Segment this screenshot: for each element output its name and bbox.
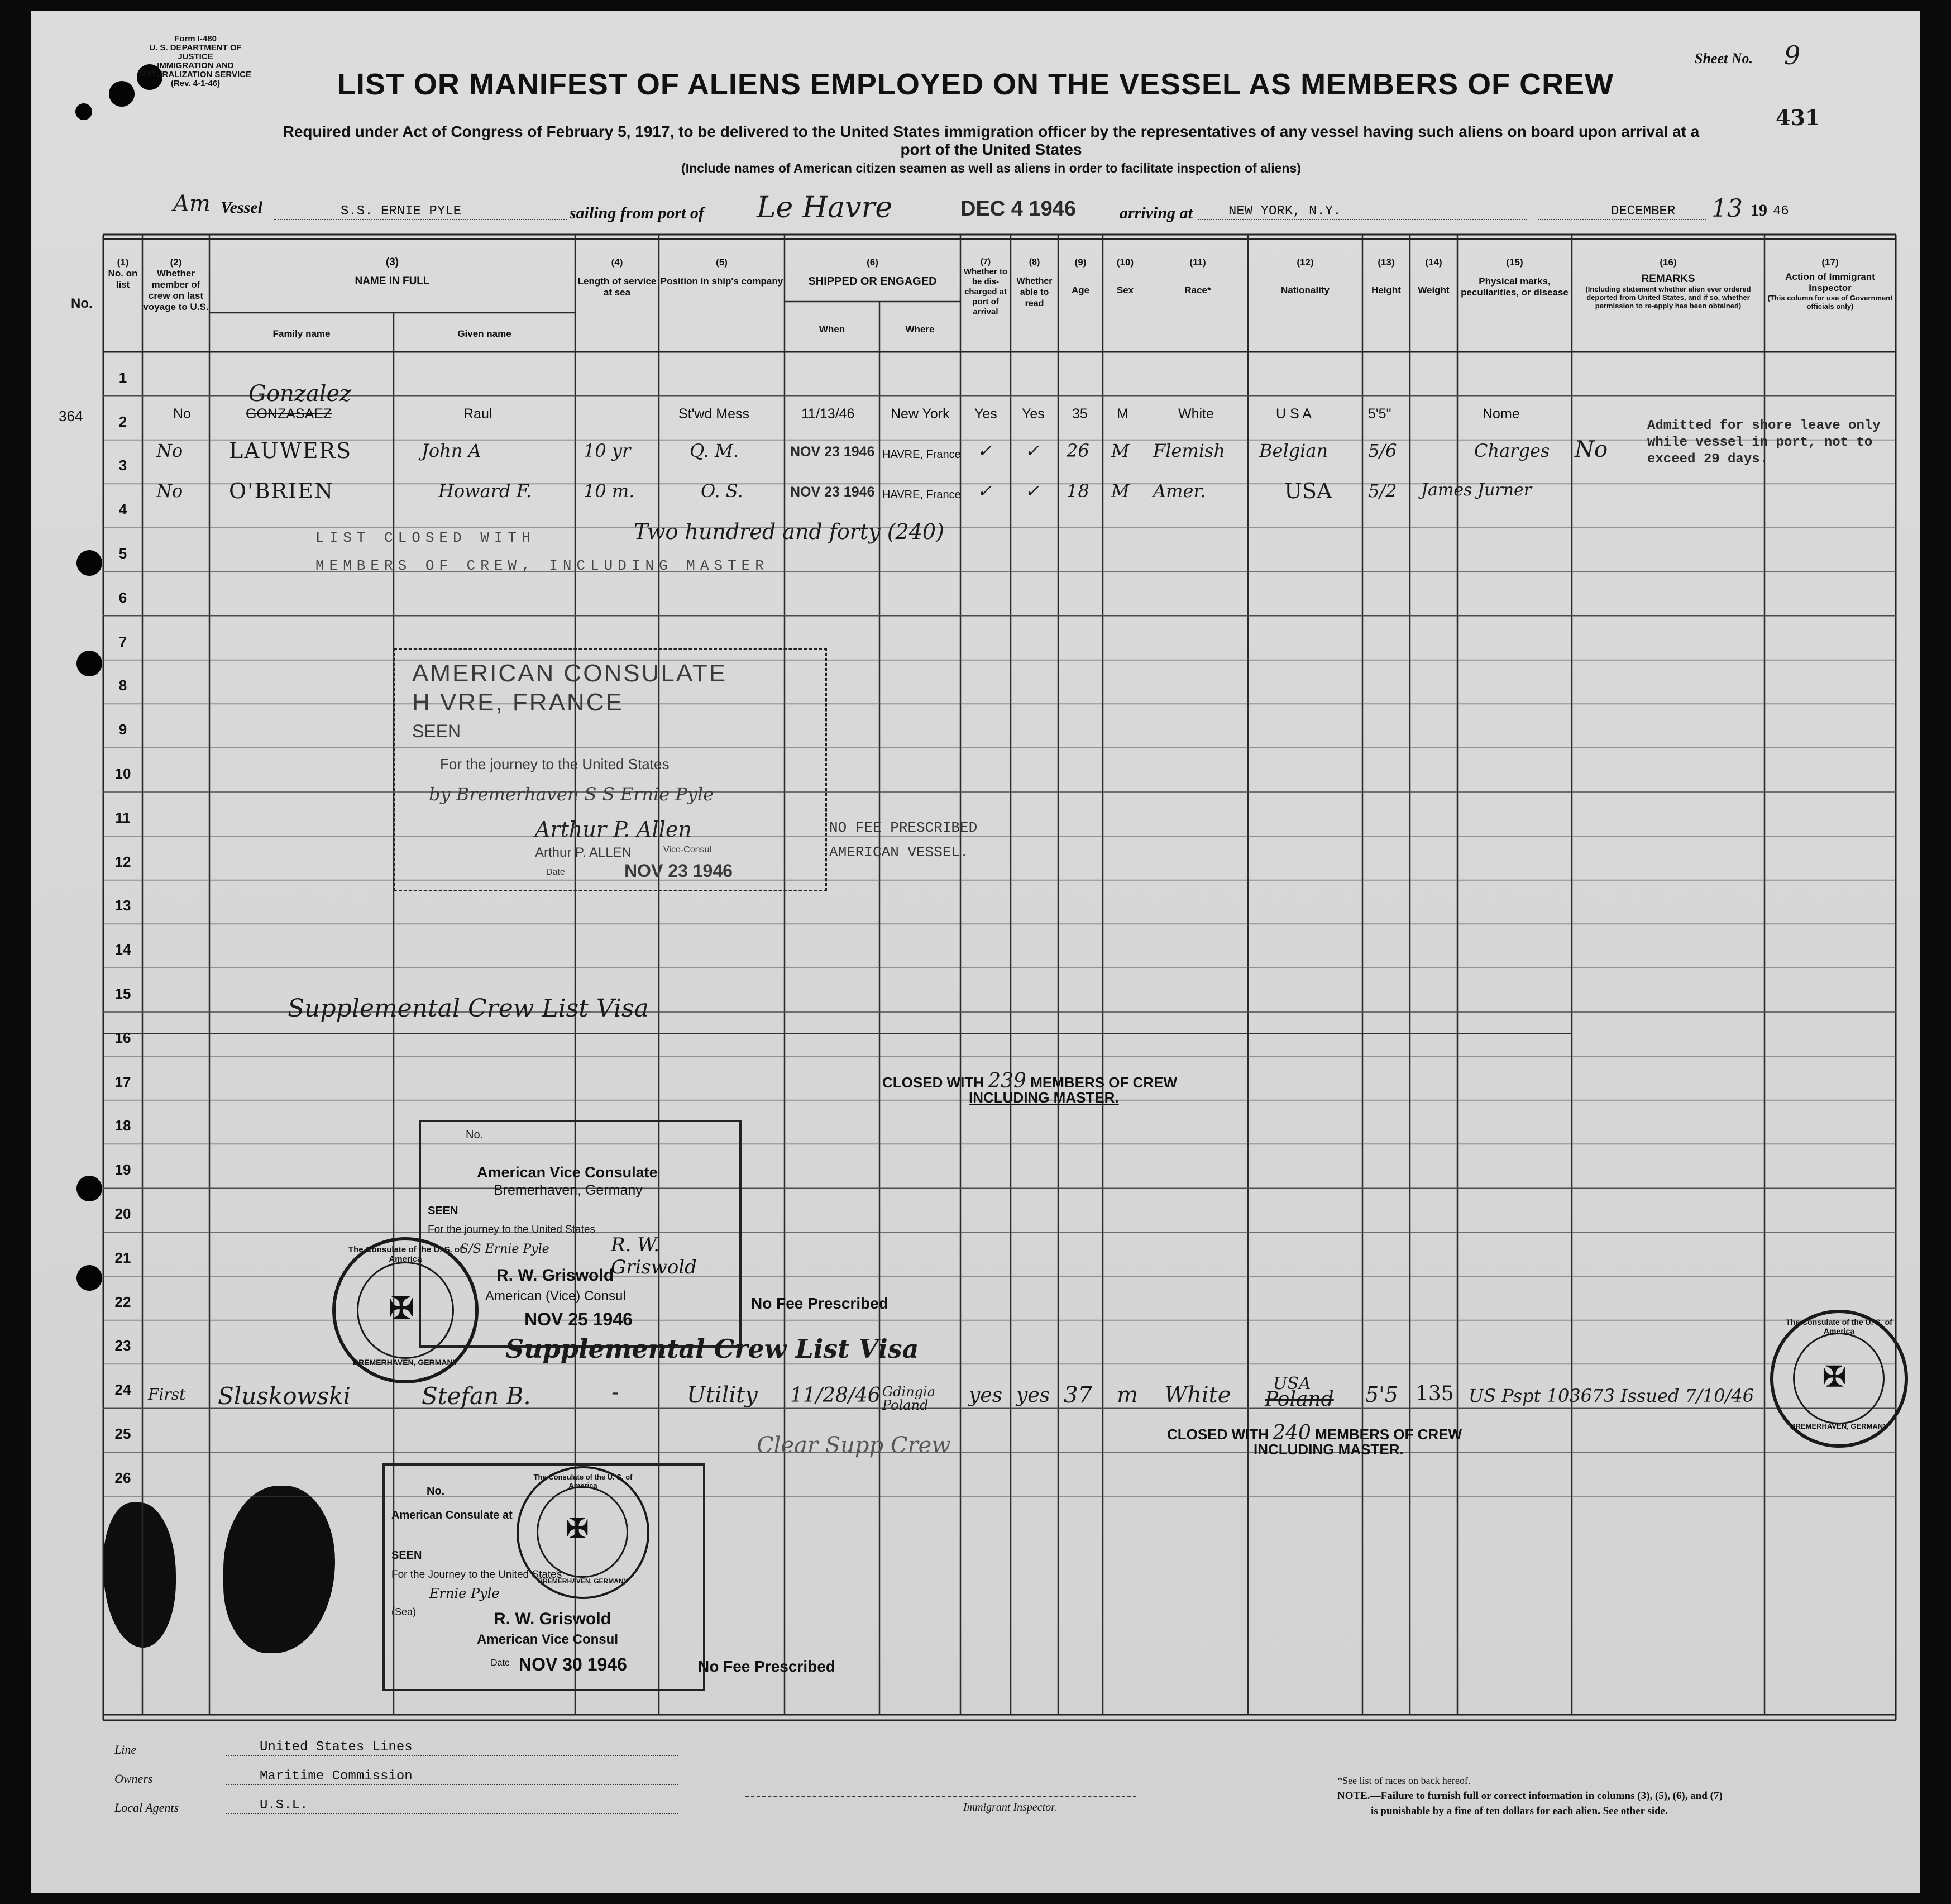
col-1-label: No. on list [108, 268, 138, 290]
col-8-number: (8) [1029, 257, 1040, 267]
eagle-icon: ✠ [1823, 1361, 1846, 1392]
page-title: LIST OR MANIFEST OF ALIENS EMPLOYED ON THE VESSEL AS MEMBERS OF CREW [337, 68, 1614, 101]
row-3-discharged: ✓ [977, 480, 992, 502]
closing-2-typed-b: MEMBERS OF CREW [1030, 1074, 1178, 1091]
row-2-last-voyage: No [156, 440, 183, 461]
arrival-year: 46 [1773, 204, 1789, 219]
brem2-journey: For the Journey to the United States [391, 1569, 562, 1581]
eagle-icon: ✠ [566, 1514, 589, 1544]
consulate-seal-3 [517, 1466, 649, 1599]
brem2-date: NOV 30 1946 [519, 1654, 627, 1674]
col-17-label: Action of Immigrant Inspector [1785, 271, 1875, 293]
closing-3-typed-c: INCLUDING MASTER. [1254, 1441, 1404, 1458]
row-24-nationality: USA [1273, 1374, 1311, 1394]
row-2-where: HAVRE, France [882, 448, 961, 461]
col-12-header [1248, 257, 1362, 296]
row-2-age: 26 [1067, 440, 1089, 461]
row-3-given-name: Howard F. [438, 480, 532, 502]
col-1-header [103, 257, 142, 290]
brem1-line-1: American Vice Consulate [477, 1164, 658, 1181]
col-4-header [575, 257, 659, 298]
havre-consulate-stamp [394, 648, 827, 891]
sailing-label: sailing from port of [570, 204, 704, 222]
footer-line-label: Line [114, 1743, 137, 1757]
footer-note-1: *See list of races on back hereof. [1337, 1775, 1471, 1786]
manifest-sheet [31, 11, 1920, 1893]
no-fee-1: No Fee Prescribed [751, 1295, 888, 1312]
row-1-discharged: Yes [974, 406, 997, 422]
row-24-weight: 135 [1416, 1382, 1454, 1405]
row-24-read: yes [1016, 1384, 1050, 1407]
brem1-consul-title: American (Vice) Consul [485, 1289, 626, 1304]
col-3-family-header: Family name [272, 328, 331, 339]
col-9-header [1058, 257, 1103, 296]
arriving-port: NEW YORK, N.Y. [1198, 204, 1527, 220]
brem1-no-label: No. [466, 1129, 484, 1141]
closing-3-typed-b: MEMBERS OF CREW [1315, 1426, 1462, 1443]
consulate-seal-2 [1770, 1310, 1908, 1448]
row-2-family-name: LAUWERS [229, 438, 352, 463]
shore-leave-line-1: Admitted for shore leave only [1647, 418, 1881, 433]
col-1-number: (1) [117, 257, 129, 268]
closing-2-typed-c: INCLUDING MASTER. [969, 1089, 1119, 1106]
row-3-race: Amer. [1153, 480, 1206, 502]
brem1-signature: R. W. Griswold [611, 1234, 697, 1278]
footer-line-value: United States Lines [226, 1740, 678, 1756]
col-2-label: Whether member of crew on last voyage to U.S. [143, 268, 209, 312]
row-2-position: Q. M. [690, 440, 739, 461]
col-12-number: (12) [1297, 257, 1314, 268]
col-14-label: Weight [1418, 285, 1450, 295]
seal-1-text: The Consulate of the U. S. of America [348, 1245, 463, 1264]
row-number: 15 [114, 985, 131, 1002]
sailing-port: Le Havre [757, 191, 893, 225]
inspector-signature-line [745, 1796, 1136, 1797]
brem2-line-1: American Consulate at [391, 1509, 513, 1521]
row-number: 11 [115, 809, 131, 826]
shore-leave-note [1647, 418, 1881, 468]
row-2-given-name: John A [422, 440, 481, 461]
brem1-seen: SEEN [428, 1205, 458, 1217]
left-margin-label: No. [71, 296, 93, 311]
row-1-family-name: GONZASAEZ [246, 406, 332, 422]
row-24-given-name: Stefan B. [422, 1382, 531, 1410]
col-4-label: Length of service at sea [577, 276, 657, 298]
brem1-vessel: S/S Ernie Pyle [460, 1242, 549, 1256]
brem2-no-label: No. [427, 1485, 445, 1497]
row-number: 20 [114, 1205, 131, 1222]
col-6-number: (6) [867, 257, 878, 268]
row-number: 4 [118, 501, 127, 518]
col-7-label: Whether to be dis-charged at port of arrival [963, 267, 1008, 317]
brem2-date-label: Date [491, 1658, 510, 1668]
arrival-month: DECEMBER [1538, 204, 1706, 220]
inspector-label: Immigrant Inspector. [963, 1801, 1057, 1814]
row-1-where: New York [891, 406, 950, 422]
consulate-seal-1 [332, 1237, 479, 1383]
row-1-nationality: U S A [1276, 406, 1312, 422]
col-9-number: (9) [1074, 257, 1087, 268]
brem1-journey: For the journey to the United States [428, 1224, 595, 1235]
form-number: Form I-480 [174, 34, 217, 44]
row-3-when-stamp: NOV 23 1946 [790, 484, 875, 500]
col-17-header [1764, 257, 1896, 311]
row-number: 23 [114, 1337, 131, 1354]
sheet-number: 9 [1784, 40, 1801, 70]
row-3-service: 10 m. [584, 480, 635, 502]
row-number: 18 [114, 1117, 131, 1134]
col-5-number: (5) [716, 257, 728, 268]
row-number: 17 [114, 1073, 131, 1090]
col-2-number: (2) [170, 257, 182, 268]
supplemental-visa-1: Supplemental Crew List Visa [288, 994, 649, 1023]
row-number: 26 [114, 1469, 131, 1486]
footer-note-3: is punishable by a fine of ten dollars for each alien. See other side. [1371, 1805, 1668, 1817]
row-2-when-stamp: NOV 23 1946 [790, 444, 875, 460]
row-1-marks: Nome [1483, 406, 1520, 422]
havre-stamp-date-label: Date [546, 867, 565, 877]
no-fee-typed-line-2: AMERICAN VESSEL. [829, 844, 969, 861]
seal-2-text: The Consulate of the U. S. of America [1786, 1318, 1892, 1335]
closing-1-typed-b: MEMBERS OF CREW, INCLUDING MASTER [315, 557, 769, 574]
col-13-label: Height [1371, 285, 1401, 295]
brem2-consul-name: R. W. Griswold [494, 1610, 611, 1628]
col-2-header [142, 257, 209, 313]
form-department: U. S. DEPARTMENT OF JUSTICE [149, 43, 242, 61]
col-6-when-header: When [819, 324, 845, 335]
closing-1-typed-a: LIST CLOSED WITH [315, 529, 535, 546]
col-13-number: (13) [1378, 257, 1395, 268]
col-3-label: NAME IN FULL [355, 275, 430, 287]
sailing-date-stamp: DEC 4 1946 [960, 197, 1077, 221]
sheet-label: Sheet No. [1695, 50, 1753, 66]
row-24-where: Gdingia Poland [882, 1384, 936, 1413]
row-2-discharged: ✓ [977, 440, 992, 461]
row-24-sex: m [1117, 1382, 1138, 1408]
seal-3-text: The Consulate of the U. S. of America [533, 1473, 633, 1490]
row-2-marks: Charges [1474, 440, 1550, 461]
col-8-label: Whether able to read [1016, 276, 1053, 308]
closing-2-typed-a: CLOSED WITH [882, 1074, 984, 1091]
row-number: 5 [118, 545, 127, 562]
col-4-number: (4) [611, 257, 623, 268]
row-24-age: 37 [1064, 1382, 1092, 1408]
row-number: 3 [118, 457, 127, 474]
row-1-when: 11/13/46 [801, 406, 855, 422]
col-6-label: SHIPPED OR ENGAGED [808, 275, 937, 288]
row-3-read: ✓ [1025, 480, 1040, 502]
row-24-discharged: yes [969, 1384, 1003, 1407]
col-14-number: (14) [1425, 257, 1442, 268]
arrival-year-prefix: 19 [1751, 201, 1767, 219]
form-revision: (Rev. 4-1-46) [170, 79, 221, 88]
footer-agents-value: U.S.L. [226, 1798, 678, 1814]
row-number: 7 [118, 633, 127, 650]
seal-1-place: BREMERHAVEN, GERMANY [353, 1358, 458, 1367]
closing-1-handwritten: Two hundred and forty (240) [634, 519, 944, 544]
row-24-when: 11/28/46 [790, 1384, 881, 1407]
col-6-where-header: Where [905, 324, 935, 335]
col-7-header [960, 257, 1011, 317]
row-2-remarks: No [1575, 437, 1608, 462]
shore-leave-line-3: exceed 29 days. [1647, 452, 1768, 467]
row-number: 12 [114, 853, 131, 870]
row-3-last-voyage: No [156, 480, 183, 502]
row-24-race: White [1164, 1382, 1231, 1408]
arrival-day: 13 [1711, 194, 1743, 223]
row-2-height: 5/6 [1368, 440, 1397, 461]
col-3-number: (3) [385, 256, 399, 268]
col-16-note: (Including statement whether alien ever ordered deported from United States, and if so, whether permission to re-apply has been obtained) [1585, 285, 1751, 310]
havre-stamp-journey: For the journey to the United States [440, 756, 670, 772]
row-24-service: - [611, 1380, 619, 1405]
col-3-given-header: Given name [457, 328, 511, 339]
row-1-position: St'wd Mess [678, 406, 750, 422]
col-13-header [1362, 257, 1410, 296]
row-1-height: 5'5" [1368, 406, 1391, 422]
row-3-position: O. S. [701, 480, 743, 502]
brem1-date: NOV 25 1946 [524, 1309, 633, 1329]
arriving-label: arriving at [1120, 204, 1193, 222]
col-15-label: Physical marks, peculiarities, or disease [1461, 276, 1569, 298]
row-number: 13 [114, 897, 131, 914]
row-24-height: 5'5 [1365, 1382, 1398, 1407]
row-number: 19 [114, 1161, 131, 1178]
row-24-marks: US Pspt 103673 Issued 7/10/46 [1469, 1385, 1754, 1406]
vessel-name: S.S. ERNIE PYLE [274, 204, 567, 220]
havre-stamp-date: NOV 23 1946 [624, 861, 733, 881]
row-1-age: 35 [1072, 406, 1088, 422]
footer-agents-label: Local Agents [114, 1801, 179, 1815]
col-15-header [1457, 257, 1572, 298]
col-17-note: (This column for use of Government officials only) [1767, 294, 1893, 311]
row-2-nationality: Belgian [1259, 440, 1328, 461]
left-margin-entry: 364 [59, 408, 83, 424]
row-1-last-voyage: No [173, 406, 191, 422]
row-1-read: Yes [1022, 406, 1045, 422]
row-1-family-correction: Gonzalez [248, 381, 352, 407]
row-number: 10 [114, 765, 131, 782]
col-9-label: Age [1071, 285, 1090, 295]
row-2-sex: M [1111, 440, 1130, 461]
col-8-header [1011, 257, 1058, 309]
col-5-header [659, 257, 785, 287]
col-11-label: Race* [1184, 285, 1211, 295]
brem2-consul-title: American Vice Consul [477, 1632, 618, 1647]
row-2-read: ✓ [1025, 440, 1040, 461]
brem2-seen: SEEN [391, 1549, 422, 1562]
col-15-number: (15) [1506, 257, 1523, 268]
closing-3-typed-a: CLOSED WITH [1167, 1426, 1269, 1443]
col-6-header [785, 257, 960, 287]
closing-3-number: 240 [1273, 1421, 1311, 1444]
havre-stamp-vessel: by Bremerhaven S S Ernie Pyle [429, 784, 714, 805]
row-3-age: 18 [1067, 480, 1089, 502]
col-16-number: (16) [1660, 257, 1677, 268]
supplemental-visa-2: Supplemental Crew List Visa [505, 1334, 919, 1364]
brem2-sea: (Sea) [391, 1606, 417, 1617]
row-number: 9 [118, 721, 127, 738]
no-fee-2: No Fee Prescribed [698, 1658, 835, 1675]
col-12-label: Nationality [1281, 285, 1330, 295]
shore-leave-line-2: while vessel in port, not to [1647, 435, 1873, 450]
footer-note-2: NOTE.—Failure to furnish full or correct information in columns (3), (5), (6), and (7) [1337, 1790, 1723, 1802]
row-number: 6 [118, 589, 127, 606]
no-fee-typed-line-1: NO FEE PRESCRIBED [829, 819, 978, 836]
row-1-given-name: Raul [463, 406, 492, 422]
col-10-label: Sex [1116, 285, 1134, 295]
col-17-number: (17) [1821, 257, 1839, 268]
row-24-family-name: Sluskowski [218, 1382, 351, 1410]
col-16-header [1572, 257, 1764, 310]
row-3-sex: M [1111, 480, 1130, 502]
footer-owners-label: Owners [114, 1772, 153, 1786]
row-number: 21 [114, 1249, 131, 1266]
havre-stamp-signature: Arthur P. Allen [535, 817, 692, 842]
row-3-marks: James Jurner [1421, 480, 1532, 500]
row-number: 14 [114, 941, 131, 958]
subtitle-3: (Include names of American citizen seamen as well as aliens in order to facilitate inspection of aliens) [681, 161, 1301, 175]
subtitle-1: Required under Act of Congress of February 5, 1917, to be delivered to the United States immigration officer by the representatives of any vessel having such aliens on board upon arrival at a [283, 123, 1700, 140]
seal-3-place: BREMERHAVEN, GERMANY [538, 1577, 628, 1585]
row-number: 1 [118, 369, 127, 386]
col-11-number: (11) [1189, 257, 1206, 268]
havre-stamp-line-2: H VRE, FRANCE [412, 689, 624, 716]
col-10-number: (10) [1116, 257, 1134, 268]
brem1-consul-name: R. W. Griswold [496, 1266, 614, 1285]
vessel-prefix: Am [173, 191, 211, 217]
row-2-race: Flemish [1153, 440, 1225, 461]
havre-stamp-seen: SEEN [412, 721, 461, 741]
row-3-family-name: O'BRIEN [229, 479, 334, 503]
vessel-label: Vessel [221, 198, 262, 217]
row-24-position: Utility [687, 1382, 758, 1408]
row-number: 2 [118, 413, 127, 430]
row-1-race: White [1178, 406, 1214, 422]
row-25-handwritten: Clear Supp Crew [757, 1433, 951, 1458]
row-3-where: HAVRE, France [882, 489, 961, 501]
brem2-vessel: Ernie Pyle [429, 1586, 500, 1601]
row-2-service: 10 yr [584, 440, 631, 461]
col-5-label: Position in ship's company [660, 276, 783, 287]
eagle-icon: ✠ [389, 1292, 414, 1325]
row-24-last-voyage: First [148, 1385, 186, 1404]
brem1-line-2: Bremerhaven, Germany [494, 1182, 643, 1198]
page-number: 431 [1776, 105, 1820, 130]
row-number: 16 [114, 1029, 131, 1046]
row-number: 22 [114, 1293, 131, 1310]
row-3-nationality: USA [1284, 479, 1332, 503]
closing-2-number: 239 [988, 1070, 1026, 1092]
row-24-nationality-struck: Poland [1265, 1388, 1334, 1411]
havre-stamp-consul-name: Arthur P. ALLEN [535, 845, 632, 860]
row-3-height: 5/2 [1368, 480, 1397, 502]
seal-2-place: BREMERHAVEN, GERMANY [1790, 1422, 1888, 1430]
row-number: 25 [114, 1425, 131, 1442]
col-14-header [1410, 257, 1457, 296]
subtitle-2: port of the United States [900, 141, 1082, 158]
row-1-sex: M [1117, 406, 1128, 422]
col-7-number: (7) [980, 257, 991, 266]
row-number: 8 [118, 677, 127, 694]
havre-stamp-consul-title: Vice-Consul [663, 845, 711, 855]
col-3-header [209, 257, 575, 287]
havre-stamp-line-1: AMERICAN CONSULATE [412, 660, 728, 687]
footer-owners-value: Maritime Commission [226, 1769, 678, 1785]
col-11-header [1147, 257, 1248, 296]
form-service: IMMIGRATION AND NATURALIZATION SERVICE [139, 61, 251, 79]
no-fee-typed [829, 815, 977, 865]
col-16-label: REMARKS [1641, 273, 1695, 285]
row-number: 24 [114, 1381, 131, 1399]
